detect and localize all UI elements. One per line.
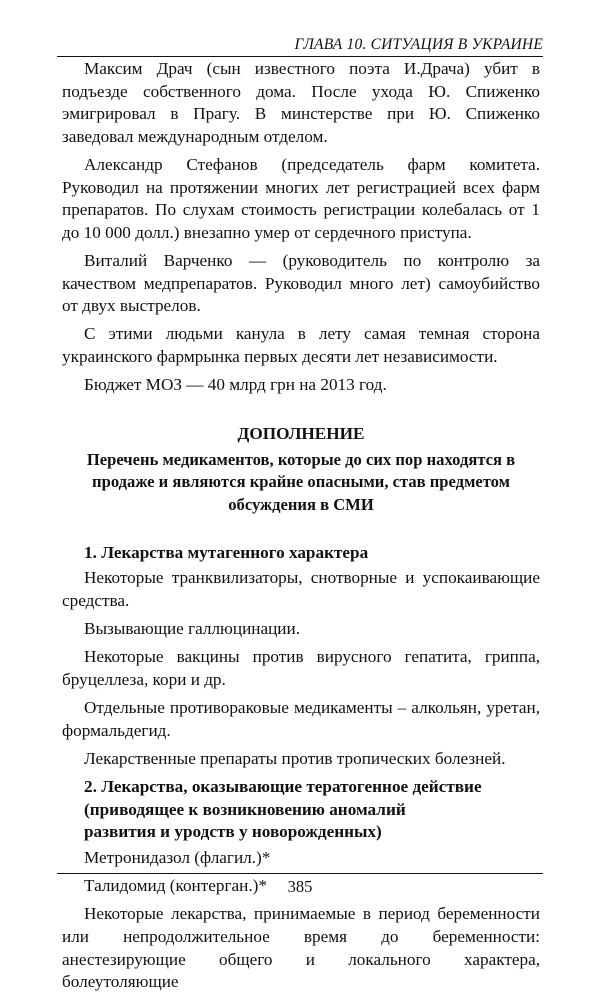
paragraph-drach: Максим Драч (сын известного поэта И.Драча) убит в подъезде собственного дома. После ухода Ю. Спиженко эмигрировал в Прагу. В минстерстве при Ю. Спиженко заведовал международным отделом. — [62, 59, 540, 146]
group1-item-vaccines: Некоторые вакцины против вирусного гепатита, гриппа, бруцеллеза, кори и др. — [62, 647, 540, 690]
paragraph-budget: Бюджет МОЗ — 40 млрд грн на 2013 год. — [84, 375, 387, 395]
group1-item-tropical: Лекарственные препараты против тропических болезней. — [84, 749, 506, 769]
paragraph-dark-side: С этими людьми канула в лету самая темная сторона украинского фармрынка первых десяти лет независимости. — [62, 324, 540, 366]
page-number: 385 — [287, 877, 313, 896]
group2-heading-line-3: развития и уродств у новорожденных) — [84, 822, 382, 842]
group2-item-metronidazole: Метронидазол (флагил.)* — [84, 847, 271, 867]
paragraph-stefanov: Александр Стефанов (председатель фарм комитета. Руководил на протяжении многих лет регистрацией всех фарм препаратов. По слухам стоимость регистрации колебалась от 1 до 10 000 долл.) внезапно умер от сердечного приступа. — [62, 154, 540, 242]
group2-heading-line-1: 2. Лекарства, оказывающие тератогенное действие — [84, 777, 482, 797]
group2-item-thalidomide: Талидомид (контерган.)* — [84, 876, 267, 896]
group2-item-pregnancy-drugs: Некоторые лекарства, принимаемые в период беременности или непродолжительное время до беременности: анестезирующие общего и локального характера, болеутоляющие — [62, 904, 540, 992]
footer-rule — [57, 873, 543, 874]
group1-item-anticancer: Отдельные противораковые медикаменты – алкольян, уретан, формальдегид. — [62, 698, 540, 740]
running-head: ГЛАВА 10. СИТУАЦИЯ В УКРАИНЕ — [294, 36, 543, 53]
group1-heading: 1. Лекарства мутагенного характера — [84, 542, 369, 562]
group2-heading-line-2: (приводящее к возникновению аномалий — [84, 799, 406, 819]
section-subtitle: Перечень медикаментов, которые до сих пор находятся в продаже и являются крайне опасными, став предметом обсуждения в СМИ — [86, 450, 516, 514]
paragraph-varchenko: Виталий Варченко — (руководитель по контролю за качеством медпрепаратов. Руководил много лет) самоубийство от двух выстрелов. — [62, 250, 540, 316]
group1-item-hallucinations: Вызывающие галлюцинации. — [84, 619, 301, 639]
header-rule — [57, 56, 543, 57]
section-title: ДОПОЛНЕНИЕ — [237, 423, 365, 443]
group1-item-tranquilizers: Некоторые транквилизаторы, снотворные и успокаивающие средства. — [62, 568, 540, 611]
body-text — [62, 58, 540, 999]
